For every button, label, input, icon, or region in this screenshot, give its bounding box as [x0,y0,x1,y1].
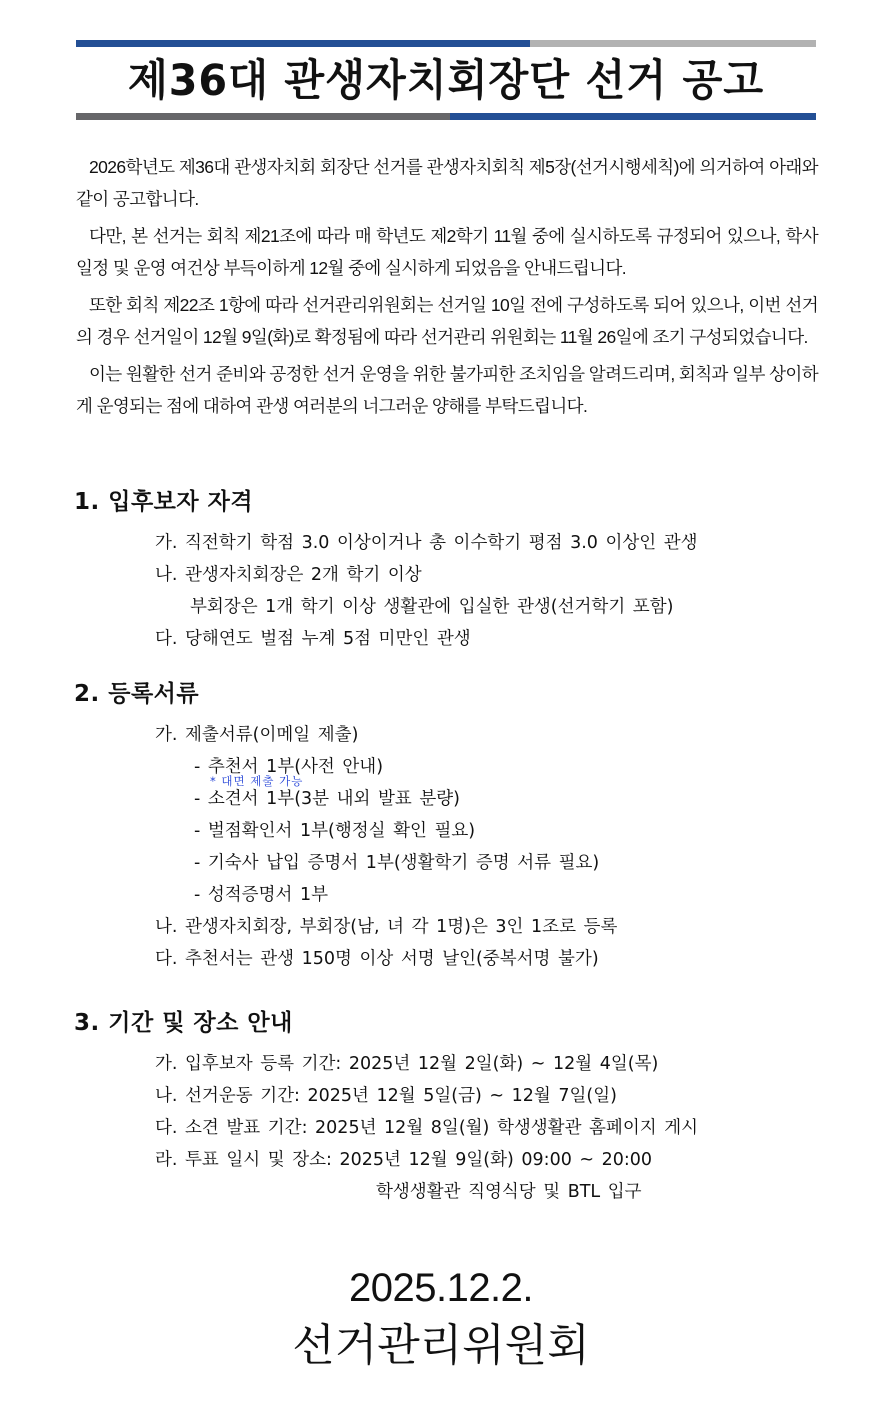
intro-paragraph: 또한 회칙 제22조 1항에 따라 선거관리위원회는 선거일 10일 전에 구성하도록 되어 있으나, 이번 선거의 경우 선거일이 12월 9일(화)로 확정됨에 따라 선거관리 위원회는 11월 26일에 조기 구성되었습니다. [76,295,818,347]
list-item-continuation: 부회장은 1개 학기 이상 생활관에 입실한 관생(선거학기 포함) [190,597,674,617]
in-person-note: * 대면 제출 가능 [210,774,304,788]
bottom-bar-blue [450,113,816,120]
list-item: 가. 직전학기 학점 3.0 이상이거나 총 이수학기 평점 3.0 이상인 관생 [155,533,698,553]
list-item: 나. 선거운동 기간: 2025년 12월 5일(금) ~ 12월 7일(일) [155,1086,617,1106]
section-title: 3. 기간 및 장소 안내 [74,1010,293,1036]
section-schedule-and-location [74,1007,834,1208]
document-item: - 기숙사 납입 증명서 1부(생활학기 증명 서류 필요) [194,853,600,873]
intro-paragraph: 이는 원활한 선거 준비와 공정한 선거 운영을 위한 불가피한 조치임을 알려드리며, 회칙과 일부 상이하게 운영되는 점에 대하여 관생 여러분의 너그러운 양해를 부탁드립니다. [76,364,818,416]
section-candidate-qualifications [74,486,834,655]
section-registration-documents [74,678,834,975]
announcement-date: 2025.12.2. [348,1266,534,1310]
page-title: 제36대 관생자치회장단 선거 공고 [127,56,765,106]
intro-paragraph: 다만, 본 선거는 회칙 제21조에 따라 매 학년도 제2학기 11월 중에 실시하도록 규정되어 있으나, 학사 일정 및 운영 여건상 부득이하게 12월 중에 실시하게 되었음을 안내드립니다. [76,226,818,278]
document-item: - 추천서 1부(사전 안내) [194,757,384,777]
list-item: 다. 추천서는 관생 150명 이상 서명 날인(중복서명 불가) [155,949,599,969]
list-item: 다. 당해연도 벌점 누계 5점 미만인 관생 [155,629,471,649]
list-item: 가. 입후보자 등록 기간: 2025년 12월 2일(화) ~ 12월 4일(목) [155,1054,659,1074]
intro-paragraph: 2026학년도 제36대 관생자치회 회장단 선거를 관생자치회칙 제5장(선거시행세칙)에 의거하여 아래와 같이 공고합니다. [76,157,818,209]
top-bar-blue [76,40,530,47]
list-item: 다. 소견 발표 기간: 2025년 12월 8일(월) 학생생활관 홈페이지 게시 [155,1118,699,1138]
document-item: - 소견서 1부(3분 내외 발표 분량) [194,789,461,809]
bottom-bar-gray [76,113,450,120]
issuing-organization: 선거관리위원회 [292,1320,590,1371]
list-item: 나. 관생자치회장은 2개 학기 이상 [155,565,422,585]
list-item: 나. 관생자치회장, 부회장(남, 녀 각 1명)은 3인 1조로 등록 [155,917,618,937]
list-item-continuation: 학생생활관 직영식당 및 BTL 입구 [376,1182,642,1202]
document-item: - 성적증명서 1부 [194,885,329,905]
section-title: 2. 등록서류 [74,681,200,707]
top-bar-gray [530,40,816,47]
document-item: - 벌점확인서 1부(행정실 확인 필요) [194,821,476,841]
list-item: 가. 제출서류(이메일 제출) [155,725,359,745]
intro-text [76,152,818,428]
list-item: 라. 투표 일시 및 장소: 2025년 12월 9일(화) 09:00 ~ 20:00 [155,1150,653,1170]
section-title: 1. 입후보자 자격 [74,489,254,515]
